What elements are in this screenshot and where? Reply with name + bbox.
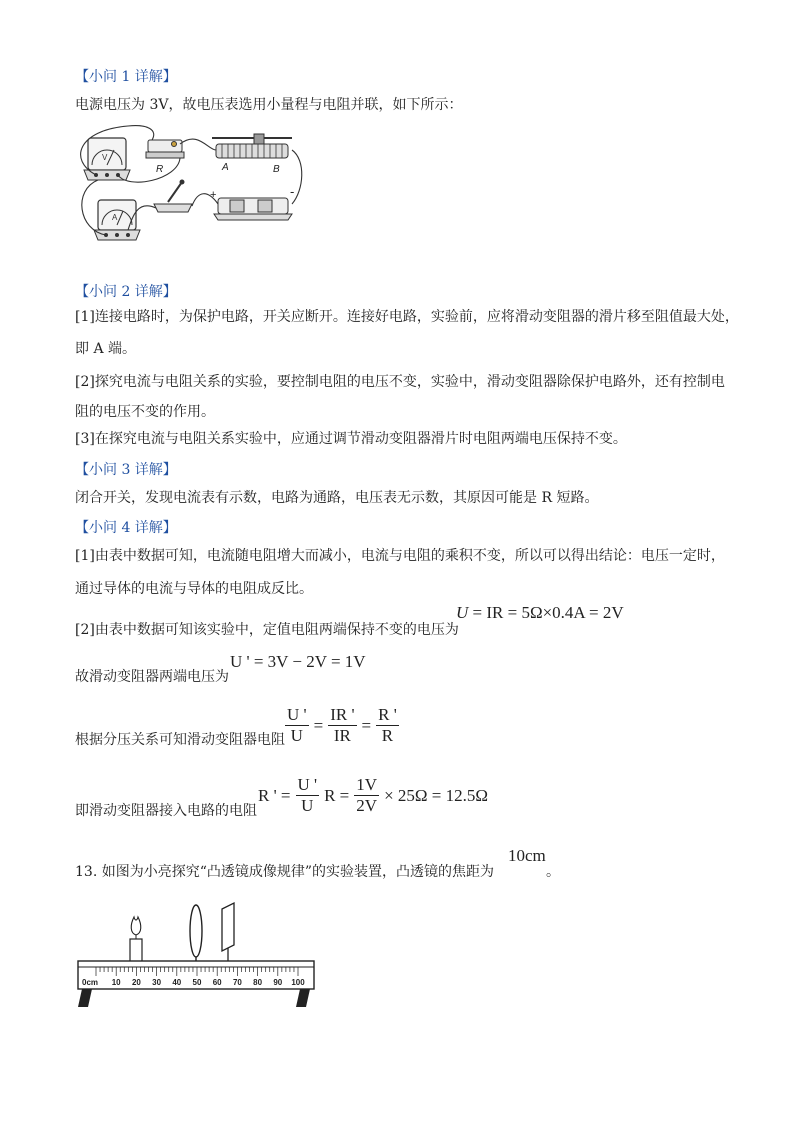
ruler-tick-label: 50 [192,978,202,987]
ruler-tick-label: 100 [291,978,305,987]
frac3-den: R [381,726,394,745]
q4-heading: 【小问 4 详解】 [75,520,177,536]
q4-p4-text: 根据分压关系可知滑动变阻器电阻 [75,732,285,748]
label-r: R [156,164,164,175]
frac2-num: IR ' [330,705,355,724]
formula-r-prime [258,776,488,815]
q1-text: 电源电压为 3V，故电压表选用小量程与电阻并联，如下所示： [75,97,463,113]
formula-u-ir [456,603,624,623]
formula-divider-ratio: $\frac{U '}{U}$ = $\frac{IR '}{IR}$ = $\frac{R '}{R}$ [287,705,397,745]
q13-answer: 10cm [508,846,546,865]
voltmeter-symbol: V [102,153,108,162]
ammeter-symbol: A [112,213,118,222]
battery [210,184,294,220]
q13-text: 13. 如图为小亮探究“凸透镜成像规律”的实验装置，凸透镜的焦距为 [75,864,495,880]
q4-p1-line1: [1]由表中数据可知，电流随电阻增大而减小，电流与电阻的乘积不变，所以可以得出结论：电压一定时， [75,548,725,564]
ruler-tick-label: 40 [172,978,182,987]
formula-r-lhs: R ' = [258,785,291,805]
ruler-tick-label: 30 [152,978,162,987]
ruler-tick-label: 90 [273,978,283,987]
formula-u-rhs: = IR = 5Ω×0.4A = 2V [468,603,624,622]
ruler-tick-label: 80 [253,978,263,987]
frac5-num: 1V [356,775,378,794]
frac5-den: 2V [356,796,378,815]
formula-r-tail: × 25Ω = 12.5Ω [384,785,489,805]
q2-p2-line1: [2]探究电流与电阻关系的实验，要控制电阻的电压不变，实验中，滑动变阻器除保护电路外，还有控制电 [75,374,725,390]
label-plus: + [210,189,217,201]
q3-text: 闭合开关，发现电流表有示数，电路为通路，电压表无示数，其原因可能是 R 短路。 [75,490,599,506]
ruler-tick-label: 10 [111,978,121,987]
q3-heading: 【小问 3 详解】 [75,462,177,478]
label-a: A [222,162,229,173]
q1-heading: 【小问 1 详解】 [75,69,177,85]
q2-p3: [3]在探究电流与电阻关系实验中，应通过调节滑动变阻器滑片时电阻两端电压保持不变。 [75,431,627,447]
frac3-num: R ' [378,705,397,724]
q13-end: 。 [546,864,560,880]
voltmeter [84,138,130,180]
q4-p5-text: 即滑动变阻器接入电路的电阻 [75,803,257,819]
label-minus: - [290,184,295,199]
formula-u-prime: U ' = 3V − 2V = 1V [230,652,366,671]
frac4-num: U ' [297,775,318,794]
switch [154,180,192,213]
ruler-tick-label: 70 [232,978,242,987]
q4-p2-text: [2]由表中数据可知该实验中，定值电阻两端保持不变的电压为 [75,622,459,638]
ruler-unit-label: 0cm [82,978,99,987]
circuit-diagram [68,120,308,255]
q2-p1-line1: [1]连接电路时，为保护电路，开关应断开。连接好电路，实验前，应将滑动变阻器的滑片移至阻值最大处， [75,309,739,325]
frac4-den: U [301,796,314,815]
rheostat [212,134,292,175]
formula-u-lhs: U [456,603,469,622]
label-b: B [273,164,280,175]
q2-p2-line2: 阻的电压不变的作用。 [75,404,215,420]
resistor-r [146,140,184,175]
q4-p1-line2: 通过导体的电流与导体的电阻成反比。 [75,581,313,597]
ruler [78,961,314,1007]
frac2-den: IR [333,726,351,745]
q2-heading: 【小问 2 详解】 [75,284,177,300]
optical-bench [74,895,319,1013]
frac1-num: U ' [287,705,307,724]
q2-p1-line2: 即 A 端。 [75,341,137,357]
ruler-tick-label: 60 [212,978,222,987]
q4-p3-text: 故滑动变阻器两端电压为 [75,669,229,685]
ruler-tick-label: 20 [131,978,141,987]
formula-r-mid: R = [324,785,350,805]
frac1-den: U [290,726,303,745]
